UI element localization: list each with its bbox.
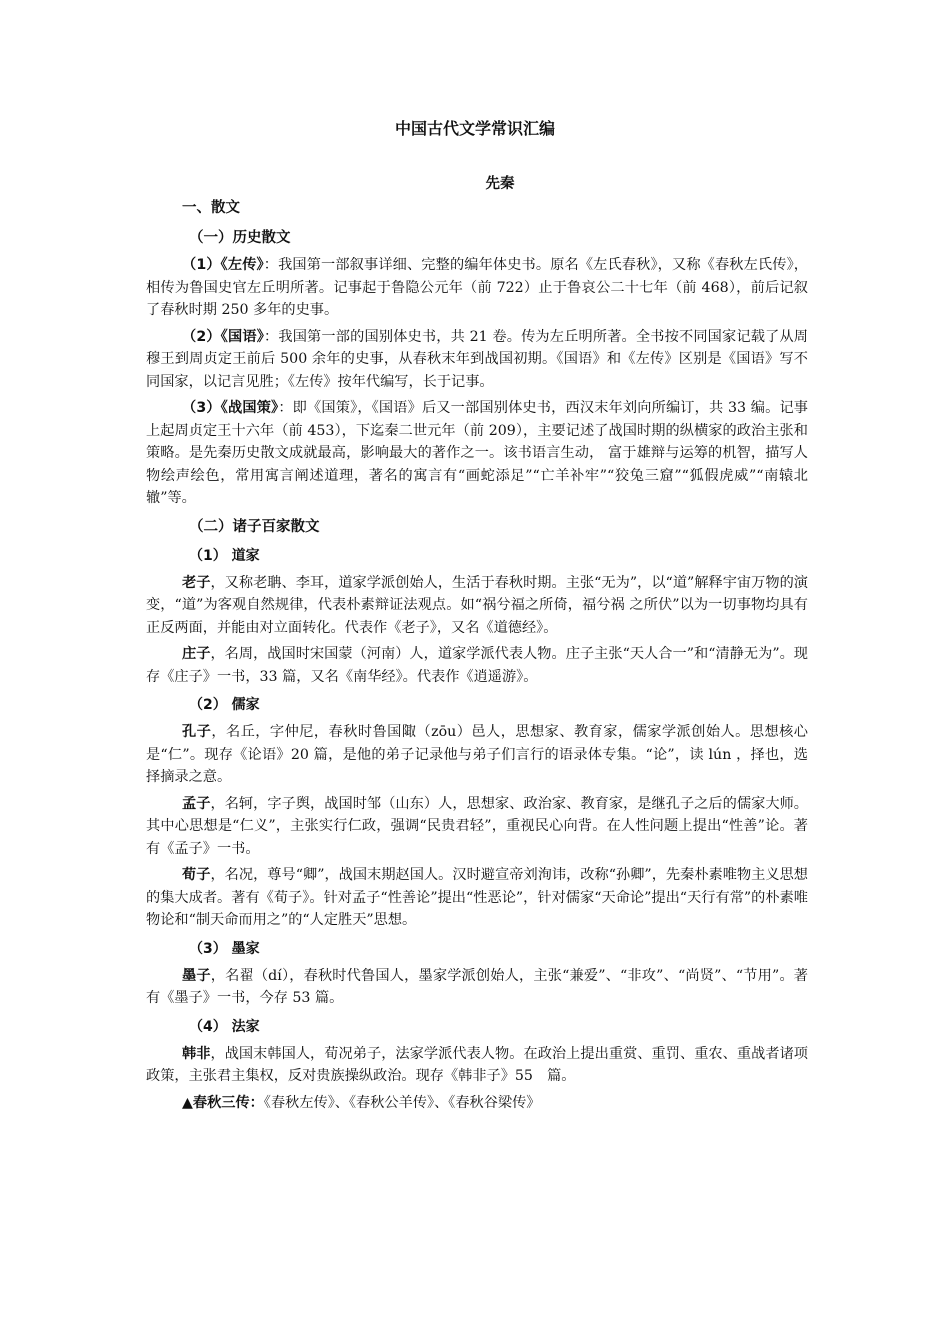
book-title: 《国语》 — [220, 328, 264, 345]
paragraph-text: ，名轲，字子舆，战国时邹（山东）人，思想家、政治家、教育家，是继孔子之后的儒家大师。其中心思想是“仁义”，主张实行仁政，强调“民贵君轻”，重视民心向背。在人性问题上提出“性善”论。著有《孟子》一书。 — [146, 795, 808, 857]
school-heading-daoist: （1） 道家 — [189, 547, 260, 564]
paragraph-text: ：即《国策》，《国语》后又一部国别体史书，西汉末年刘向所编订，共 33 编。记事上起周贞定王十六年（前 453），下迄秦二世元年（前 209），主要记述了战国时期的纵横家的政治主张和策略。是先秦历史散文成就最高，影响最大的著作之一。该书语言生动， 富于雄辩与运筹的机智，描写人物绘声绘色，常用寓言阐述道理，著名的寓言有“画蛇添足”“亡羊补牢”“狡兔三窟”“狐假虎威”“南辕北辙”等。 — [146, 400, 808, 506]
paragraph-xunzi — [146, 864, 808, 932]
paragraph-guoyu — [146, 326, 808, 394]
paragraph-text: ，名况，尊号“卿”，战国末期赵国人。汉时避宣帝刘洵讳，改称“孙卿”，先秦朴素唯物主义思想的集大成者。著有《荀子》。针对孟子“性善论”提出“性恶论”，针对儒家“天命论”提出“天行有常”的朴素唯物论和“制天命而用之”的“人定胜天”思想。 — [146, 867, 808, 928]
subsection-heading-schools: （二）诸子百家散文 — [189, 518, 320, 535]
person-name: 老子 — [182, 574, 211, 591]
paragraph-zhuangzi — [146, 643, 808, 688]
paragraph-mozi — [146, 965, 808, 1010]
paragraph-zhanguoce — [146, 397, 808, 510]
book-title: 《左传》 — [220, 257, 264, 273]
paragraph-hanfei — [146, 1043, 808, 1088]
person-name: 墨子 — [182, 967, 211, 984]
paragraph-text: ，战国末韩国人，荀况弟子，法家学派代表人物。在政治上提出重赏、重罚、重农、重战者诸项政策，主张君主集权，反对贵族操纵政治。现存《韩非子》55 篇。 — [146, 1045, 808, 1084]
paragraph-laozi — [146, 572, 808, 640]
paragraph-mengzi — [146, 793, 808, 861]
paragraph-text: ，名周，战国时宋国蒙（河南）人，道家学派代表人物。庄子主张“天人合一”和“清静无为”。现存《庄子》一书，33 篇，又名《南华经》。代表作《逍遥游》。 — [146, 646, 808, 685]
document-title: 中国古代文学常识汇编 — [394, 119, 555, 138]
book-title: 《战国策》 — [220, 400, 279, 416]
paragraph-text: ，名翟（dí），春秋时代鲁国人，墨家学派创始人，主张“兼爱”、“非攻”、“尚贤”、“节用”。著有《墨子》一书，今存 53 篇。 — [146, 967, 808, 1006]
paragraph-kongzi — [146, 721, 808, 789]
paragraph-text: ，又称老聃、李耳，道家学派创始人，生活于春秋时期。主张“无为”，以“道”解释宇宙万物的演变，“道”为客观自然规律，代表朴素辩证法观点。如“祸兮福之所倚，福兮祸 之所伏”以为一切事物均具有正反两面，并能由对立面转化。代表作《老子》，又名《道德经》。 — [146, 574, 808, 636]
item-number: （1） — [182, 257, 221, 273]
item-number: （2） — [182, 328, 221, 345]
school-heading-confucian: （2） 儒家 — [189, 697, 260, 713]
paragraph-text: 《春秋左传》、《春秋公羊传》、《春秋谷梁传》 — [263, 1094, 541, 1111]
paragraph-text: ，名丘，字仲尼，春秋时鲁国陬（zōu）邑人，思想家、教育家，儒家学派创始人。思想核心是“仁”。现存《论语》20 篇，是他的弟子记录他与弟子们言行的语录体专集。“论”，读 lún ，择也，选择摘录之意。 — [146, 724, 808, 785]
person-name: 荀子 — [182, 867, 211, 883]
person-name: 庄子 — [182, 646, 211, 662]
paragraph-three-commentaries — [146, 1092, 808, 1115]
era-heading: 先秦 — [485, 176, 515, 192]
person-name: 孔子 — [182, 724, 212, 740]
person-name: 韩非 — [182, 1045, 211, 1062]
section-heading-prose: 一、散文 — [182, 200, 240, 216]
document-body — [146, 195, 808, 1118]
subsection-heading-history: （一）历史散文 — [189, 230, 291, 246]
paragraph-text: ：我国第一部的国别体史书，共 21 卷。传为左丘明所著。全书按不同国家记载了从周穆王到周贞定王前后 500 余年的史事，从春秋末年到战国初期。《国语》和《左传》区别是《国语》写不同国家，以记言见胜；《左传》按年代编写，长于记事。 — [146, 328, 808, 390]
item-number: （3） — [182, 400, 221, 416]
school-heading-legalist: （4） 法家 — [189, 1018, 260, 1035]
school-heading-mohist: （3） 墨家 — [189, 940, 260, 957]
paragraph-zuozhuan — [146, 254, 808, 322]
paragraph-text: ：我国第一部叙事详细、完整的编年体史书。原名《左氏春秋》，又称《春秋左氏传》，相传为鲁国史官左丘明所著。记事起于鲁隐公元年（前 722）止于鲁哀公二十七年（前 468），前后记叙了春秋时期 250 多年的史事。 — [146, 257, 808, 318]
note-label: ▲春秋三传： — [182, 1094, 264, 1111]
person-name: 孟子 — [182, 795, 211, 812]
